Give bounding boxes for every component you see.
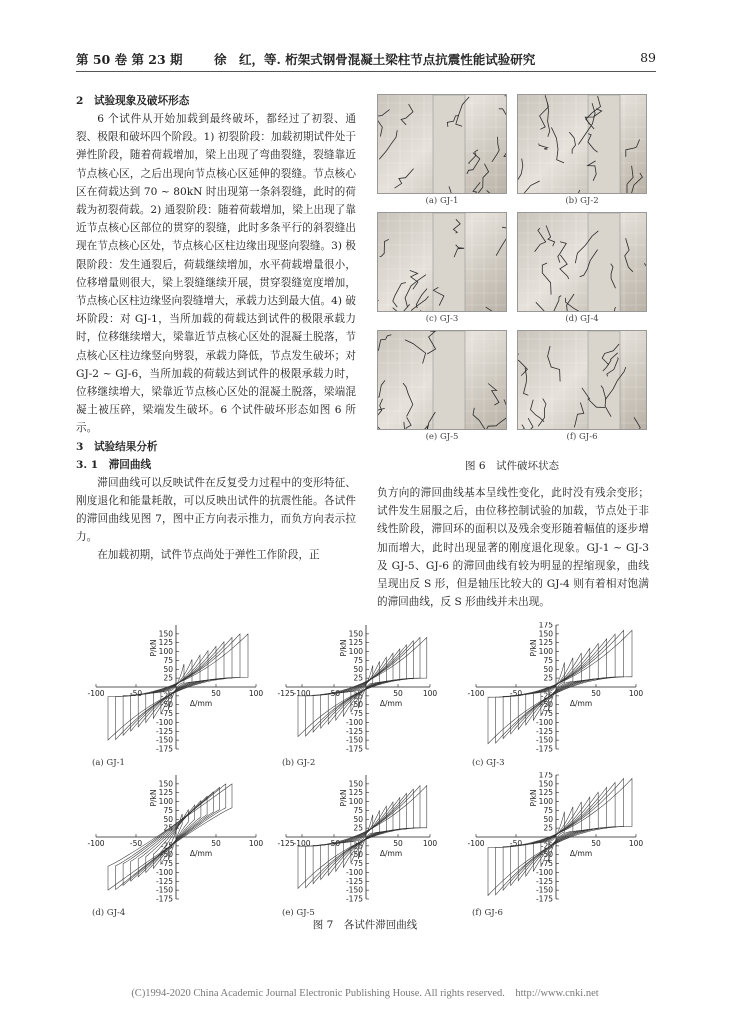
y-tick-label: 100	[348, 797, 363, 807]
hysteresis-plot-6	[456, 772, 656, 912]
y-tick-label: -75	[350, 859, 363, 869]
journal-issue: 第 50 卷 第 23 期	[76, 52, 183, 67]
section-3-1-body-cont: 在加载初期，试件节点尚处于弹性工作阶段，正	[97, 549, 320, 562]
hysteresis-plot-2	[266, 622, 466, 762]
x-tick-label: -100	[293, 689, 311, 698]
x-tick-label: -50	[509, 689, 523, 698]
hysteresis-plot-5	[266, 772, 466, 912]
figure-7-panel-label: (f) GJ-6	[472, 908, 503, 918]
section-2-body: 6 个试件从开始加载到最终破坏，都经过了初裂、通裂、极限和破坏四个阶段。1) 初裂阶段：加载初期试件处于弹性阶段，随着荷载增加，梁上出现了弯曲裂缝，裂缝靠近节点核心区，之后出现向节点核心区延伸的裂缝。节点核心区在荷载达到 70 ~ 80kN 时出现第一条斜裂缝，此时的荷载为初裂荷载。2) 通裂阶段：随着荷载增加，梁上出现了靠近节点核心区部位的贯穿的裂缝，此时多条平行的斜裂缝出现在节点核心区处，节点核心区柱边缘出现竖向裂缝。3) 极限阶段：发生通裂后，荷载继续增加，水平荷载增量很小，位移增量则很大，梁上裂缝继续开展，贯穿裂缝宽度增加，节点核心区柱边缘竖向裂缝增大，承载力达到最大值。4) 破坏阶段：对 GJ-1，当所加载的荷载达到试件的极限承载力时，位移继续增大，梁靠近节点核心区处的混凝土脱落，节点核心区柱边缘竖向劈裂，承载力降低，节点发生破坏；对 GJ-2 ~ GJ-6，当所加载的荷载达到试件的极限承载力时，位移继续增大，梁靠近节点核心区处的混凝土脱落，梁端混凝土被压碎，梁端发生破坏。6 个试件破坏形态如图 6 所示。	[76, 113, 356, 435]
y-tick-label: 75	[163, 805, 173, 815]
y-tick-label: -100	[535, 717, 553, 727]
y-tick-label: 25	[163, 673, 173, 683]
y-tick-label: -125	[345, 876, 363, 886]
y-tick-label: 50	[543, 664, 553, 674]
y-tick-label: 100	[538, 797, 553, 807]
hysteresis-loop	[511, 787, 607, 885]
y-axis-label: P/kN	[529, 639, 538, 657]
x-axis-label: Δ/mm	[379, 849, 403, 858]
y-tick-label: 25	[353, 673, 363, 683]
y-tick-label: -25	[350, 841, 363, 851]
figure-7-panel-label: (d) GJ-4	[92, 908, 126, 918]
y-tick-label: 50	[163, 664, 173, 674]
y-tick-label: -25	[350, 691, 363, 701]
specimen-photo-5	[377, 330, 507, 430]
y-tick-label: 125	[348, 788, 363, 798]
y-tick-label: -150	[155, 885, 173, 895]
y-tick-label: -125	[155, 726, 173, 736]
y-axis-label: P/kN	[339, 789, 348, 807]
y-tick-label: 50	[353, 814, 363, 824]
x-tick-label: 50	[393, 839, 403, 848]
y-tick-label: 50	[353, 664, 363, 674]
x-tick-label: 100	[422, 839, 438, 848]
figure-7-caption: 图 7 各试件滞回曲线	[312, 919, 418, 931]
left-column	[76, 92, 356, 565]
x-tick-label: 50	[211, 839, 221, 848]
specimen-photo-2	[517, 94, 647, 194]
figure-7-panel-label: (c) GJ-3	[472, 758, 505, 768]
x-tick-label: 50	[211, 689, 221, 698]
figure-6	[377, 94, 647, 448]
y-tick-label: 125	[538, 788, 553, 798]
y-tick-label: -100	[535, 867, 553, 877]
figure-6-panel-label: (d) GJ-4	[565, 314, 599, 324]
page-number: 89	[640, 50, 656, 65]
figure-6-panel-label: (a) GJ-1	[425, 196, 459, 206]
x-axis-label: Δ/mm	[569, 849, 593, 858]
y-tick-label: 25	[353, 823, 363, 833]
x-tick-label: -50	[129, 839, 143, 848]
y-tick-label: 100	[538, 647, 553, 657]
y-tick-label: -175	[535, 894, 553, 904]
y-tick-label: -25	[160, 691, 173, 701]
figure-7-panel-label: (b) GJ-2	[282, 758, 316, 768]
x-tick-label: 100	[422, 689, 438, 698]
y-tick-label: 175	[538, 622, 553, 630]
y-tick-label: -125	[535, 876, 553, 886]
y-tick-label: 75	[543, 805, 553, 815]
copyright-footer: (C)1994-2020 China Academic Journal Electronic Publishing House. All rights reserved. http://www.cnki.net	[131, 988, 599, 999]
specimen-photo-1	[377, 94, 507, 194]
y-tick-label: 25	[543, 823, 553, 833]
figure-7-panel-label: (a) GJ-1	[92, 758, 125, 768]
y-axis-label: P/kN	[149, 789, 158, 807]
y-tick-label: -50	[160, 700, 173, 710]
y-tick-label: -50	[160, 850, 173, 860]
x-tick-label: -50	[327, 839, 341, 848]
y-tick-label: 150	[348, 779, 363, 789]
y-tick-label: -50	[540, 700, 553, 710]
y-tick-label: -75	[350, 709, 363, 719]
hysteresis-loop	[138, 646, 216, 727]
y-tick-label: -100	[345, 717, 363, 727]
hysteresis-loop	[328, 798, 403, 876]
y-tick-label: 100	[158, 647, 173, 657]
y-tick-label: 150	[538, 779, 553, 789]
hysteresis-plot-1	[76, 622, 276, 762]
x-tick-label: 50	[393, 689, 403, 698]
x-tick-label: -125	[277, 689, 295, 698]
y-tick-label: 50	[163, 814, 173, 824]
y-tick-label: -175	[345, 894, 363, 904]
y-tick-label: -100	[155, 867, 173, 877]
y-tick-label: -75	[160, 709, 173, 719]
y-tick-label: -100	[155, 717, 173, 727]
y-axis-label: P/kN	[529, 789, 538, 807]
y-tick-label: -25	[540, 691, 553, 701]
y-tick-label: 150	[158, 779, 173, 789]
x-tick-label: 100	[628, 689, 644, 698]
page-header	[76, 50, 656, 72]
right-column	[377, 484, 649, 611]
x-tick-label: 50	[591, 839, 601, 848]
y-tick-label: -175	[345, 744, 363, 754]
y-tick-label: 75	[353, 805, 363, 815]
y-tick-label: 100	[348, 647, 363, 657]
y-tick-label: -75	[540, 859, 553, 869]
y-tick-label: 25	[163, 823, 173, 833]
x-tick-label: 100	[248, 689, 264, 698]
y-tick-label: -75	[160, 859, 173, 869]
running-title: 徐 红，等. 桁架式钢骨混凝土梁柱节点抗震性能试验研究	[214, 52, 536, 67]
x-tick-label: 100	[248, 839, 264, 848]
specimen-photo-6	[517, 330, 647, 430]
x-tick-label: -100	[87, 839, 105, 848]
y-tick-label: -50	[350, 700, 363, 710]
y-tick-label: 150	[158, 629, 173, 639]
hysteresis-loop	[328, 649, 403, 724]
y-tick-label: 150	[348, 629, 363, 639]
y-tick-label: -175	[155, 894, 173, 904]
section-3-1-body: 滞回曲线可以反映试件在反复受力过程中的变形特征、刚度退化和能量耗散，可以反映出试件的抗震性能。各试件的滞回曲线见图 7，图中正方向表示推力，而负方向表示拉力。	[76, 476, 356, 544]
y-tick-label: 175	[538, 772, 553, 780]
y-tick-label: 150	[538, 629, 553, 639]
y-tick-label: -175	[535, 744, 553, 754]
y-tick-label: 125	[348, 638, 363, 648]
figure-6-caption: 图 6 试件破坏状态	[464, 460, 560, 472]
y-tick-label: 75	[353, 655, 363, 665]
y-tick-label: -125	[155, 876, 173, 886]
y-axis-label: P/kN	[149, 639, 158, 657]
x-tick-label: -50	[129, 689, 143, 698]
y-tick-label: -50	[540, 850, 553, 860]
y-tick-label: -150	[345, 885, 363, 895]
y-tick-label: -25	[160, 841, 173, 851]
y-tick-label: -175	[155, 744, 173, 754]
y-tick-label: -125	[535, 726, 553, 736]
y-tick-label: 50	[543, 814, 553, 824]
x-tick-label: -100	[87, 689, 105, 698]
y-tick-label: 25	[543, 673, 553, 683]
figure-6-panel-label: (f) GJ-6	[566, 432, 598, 442]
figure-6-panel-label: (c) GJ-3	[425, 314, 459, 324]
x-tick-label: -100	[293, 839, 311, 848]
y-tick-label: -150	[345, 735, 363, 745]
specimen-photo-3	[377, 212, 507, 312]
y-tick-label: 125	[158, 638, 173, 648]
x-axis-label: Δ/mm	[569, 699, 593, 708]
y-tick-label: 125	[538, 638, 553, 648]
figure-6-panel-label: (e) GJ-5	[425, 432, 459, 442]
x-axis-label: Δ/mm	[189, 699, 213, 708]
y-tick-label: 100	[158, 797, 173, 807]
section-3-1-title: 3. 1 滞回曲线	[76, 458, 152, 471]
y-tick-label: -150	[155, 735, 173, 745]
x-tick-label: -100	[467, 839, 485, 848]
x-tick-label: 50	[591, 689, 601, 698]
hysteresis-plot-3	[456, 622, 656, 762]
y-tick-label: -150	[535, 885, 553, 895]
x-tick-label: -50	[327, 689, 341, 698]
hysteresis-loop	[511, 639, 607, 734]
y-tick-label: -50	[350, 850, 363, 860]
hysteresis-plot-4	[76, 772, 276, 912]
figure-6-panel-label: (b) GJ-2	[565, 196, 599, 206]
figure-7-panel-label: (e) GJ-5	[282, 908, 315, 918]
y-tick-label: -150	[535, 735, 553, 745]
x-axis-label: Δ/mm	[379, 699, 403, 708]
y-tick-label: -25	[540, 841, 553, 851]
right-column-body: 负方向的滞回曲线基本呈线性变化，此时没有残余变形；试件发生屈服之后，由位移控制试验的加载，节点处于非线性阶段，滞回环的面积以及残余变形随着幅值的逐步增加而增大，此时出现显著的刚度退化现象。GJ-1 ~ GJ-3 及 GJ-5、GJ-6 的滞回曲线有较为明显的捏缩现象，曲线呈现出反 S 形，但是轴压比较大的 GJ-4 则有着相对饱满的滞回曲线，反 S 形曲线并未出现。	[377, 487, 649, 609]
section-3-title: 3 试验结果分析	[76, 440, 158, 453]
y-tick-label: 75	[543, 655, 553, 665]
x-tick-label: -50	[509, 839, 523, 848]
section-2-title: 2 试验现象及破坏形态	[76, 95, 190, 107]
hysteresis-loop	[131, 639, 224, 731]
y-tick-label: -75	[540, 709, 553, 719]
y-tick-label: 75	[163, 655, 173, 665]
x-axis-label: Δ/mm	[189, 849, 213, 858]
x-tick-label: -100	[467, 689, 485, 698]
y-tick-label: -100	[345, 867, 363, 877]
y-tick-label: -125	[345, 726, 363, 736]
x-tick-label: 100	[628, 839, 644, 848]
y-tick-label: 125	[158, 788, 173, 798]
specimen-photo-4	[517, 212, 647, 312]
x-tick-label: -125	[277, 839, 295, 848]
y-axis-label: P/kN	[339, 639, 348, 657]
